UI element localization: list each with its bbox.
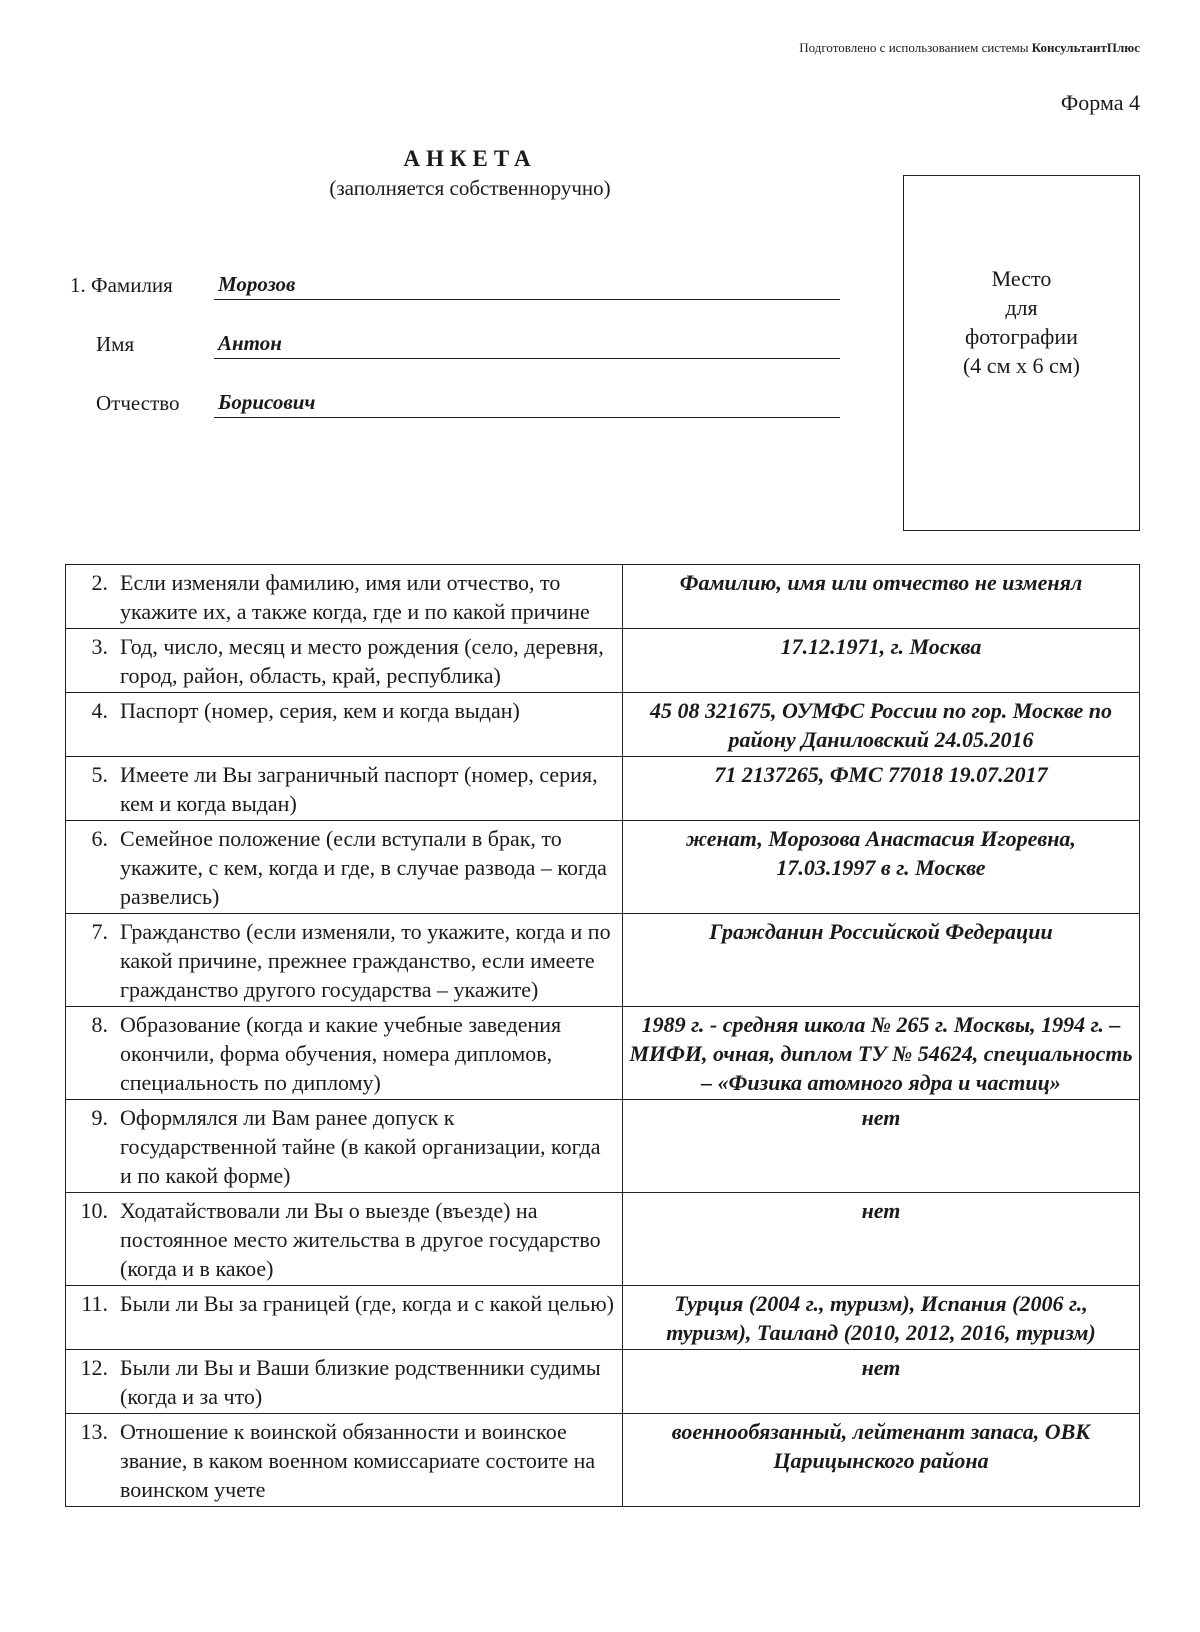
photo-placeholder-text <box>963 264 1080 380</box>
table-row <box>66 565 1140 629</box>
row-answer[interactable]: 17.12.1971, г. Москва <box>623 629 1140 693</box>
table-row <box>66 1007 1140 1100</box>
prepared-note-text: Подготовлено с использованием системы <box>799 40 1029 55</box>
patronymic-field[interactable]: Борисович <box>214 386 840 418</box>
questionnaire-table <box>65 564 1140 1507</box>
surname-row <box>70 266 840 300</box>
table-row <box>66 1286 1140 1350</box>
row-question: Имеете ли Вы заграничный паспорт (номер, серия, кем и когда выдан) <box>114 757 623 821</box>
row-number: 11. <box>66 1286 115 1350</box>
table-row <box>66 821 1140 914</box>
row-question: Образование (когда и какие учебные заведения окончили, форма обучения, номера дипломов, специальность по диплому) <box>114 1007 623 1100</box>
row-answer[interactable]: Турция (2004 г., туризм), Испания (2006 г., туризм), Таиланд (2010, 2012, 2016, туризм) <box>623 1286 1140 1350</box>
table-row <box>66 1100 1140 1193</box>
row-answer[interactable]: военнообязанный, лейтенант запаса, ОВК Царицынского района <box>623 1414 1140 1507</box>
table-row <box>66 1350 1140 1414</box>
prepared-with-note <box>799 40 1140 56</box>
table-row <box>66 629 1140 693</box>
row-question: Ходатайствовали ли Вы о выезде (въезде) на постоянное место жительства в другое государство (когда и в какое) <box>114 1193 623 1286</box>
row-answer[interactable]: нет <box>623 1193 1140 1286</box>
row-question: Семейное положение (если вступали в брак, то укажите, с кем, когда и где, в случае развода – когда развелись) <box>114 821 623 914</box>
document-title: АНКЕТА <box>403 146 537 171</box>
row-question: Гражданство (если изменяли, то укажите, когда и по какой причине, прежнее гражданство, если имеете гражданство другого государства – укажите) <box>114 914 623 1007</box>
patronymic-label: Отчество <box>96 391 180 415</box>
photo-placeholder <box>903 175 1140 531</box>
photo-line-3: фотографии <box>965 324 1078 349</box>
row-question: Если изменяли фамилию, имя или отчество, то укажите их, а также когда, где и по какой причине <box>114 565 623 629</box>
photo-line-4: (4 см х 6 см) <box>962 353 1081 378</box>
row-answer[interactable]: Гражданин Российской Федерации <box>623 914 1140 1007</box>
photo-line-2: для <box>1005 295 1038 320</box>
row-question: Отношение к воинской обязанности и воинское звание, в каком военном комиссариате состоите на воинском учете <box>114 1414 623 1507</box>
row-answer[interactable]: нет <box>623 1350 1140 1414</box>
row-number: 2. <box>66 565 115 629</box>
row-question: Год, число, месяц и место рождения (село, деревня, город, район, область, край, республика) <box>114 629 623 693</box>
first-name-row <box>70 325 840 359</box>
row-number: 12. <box>66 1350 115 1414</box>
table-row <box>66 914 1140 1007</box>
row-number: 6. <box>66 821 115 914</box>
table-row <box>66 757 1140 821</box>
row-number: 10. <box>66 1193 115 1286</box>
table-row <box>66 1193 1140 1286</box>
row-answer[interactable]: 1989 г. - средняя школа № 265 г. Москвы, 1994 г. – МИФИ, очная, диплом ТУ № 54624, специальность – «Физика атомного ядра и частиц» <box>623 1007 1140 1100</box>
row-answer[interactable]: Фамилию, имя или отчество не изменял <box>623 565 1140 629</box>
surname-label: 1. Фамилия <box>70 273 173 297</box>
row-answer[interactable]: 45 08 321675, ОУМФС России по гор. Москве по району Даниловский 24.05.2016 <box>623 693 1140 757</box>
row-number: 7. <box>66 914 115 1007</box>
photo-line-1: Место <box>991 266 1052 291</box>
row-question: Были ли Вы и Ваши близкие родственники судимы (когда и за что) <box>114 1350 623 1414</box>
patronymic-row <box>70 384 840 418</box>
row-number: 5. <box>66 757 115 821</box>
row-answer[interactable]: женат, Морозова Анастасия Игоревна, 17.03.1997 в г. Москве <box>623 821 1140 914</box>
row-answer[interactable]: 71 2137265, ФМС 77018 19.07.2017 <box>623 757 1140 821</box>
row-number: 8. <box>66 1007 115 1100</box>
row-question: Оформлялся ли Вам ранее допуск к государственной тайне (в какой организации, когда и по какой форме) <box>114 1100 623 1193</box>
row-question: Паспорт (номер, серия, кем и когда выдан) <box>114 693 623 757</box>
document-subtitle: (заполняется собственноручно) <box>329 176 611 200</box>
row-number: 13. <box>66 1414 115 1507</box>
row-number: 4. <box>66 693 115 757</box>
row-number: 3. <box>66 629 115 693</box>
form-number: Форма 4 <box>1060 90 1140 115</box>
first-name-field[interactable]: Антон <box>214 327 840 359</box>
consultant-brand: КонсультантПлюс <box>1031 40 1140 55</box>
first-name-label: Имя <box>96 332 135 356</box>
table-row <box>66 693 1140 757</box>
surname-field[interactable]: Морозов <box>214 268 840 300</box>
row-question: Были ли Вы за границей (где, когда и с какой целью) <box>114 1286 623 1350</box>
row-number: 9. <box>66 1100 115 1193</box>
row-answer[interactable]: нет <box>623 1100 1140 1193</box>
table-row <box>66 1414 1140 1507</box>
